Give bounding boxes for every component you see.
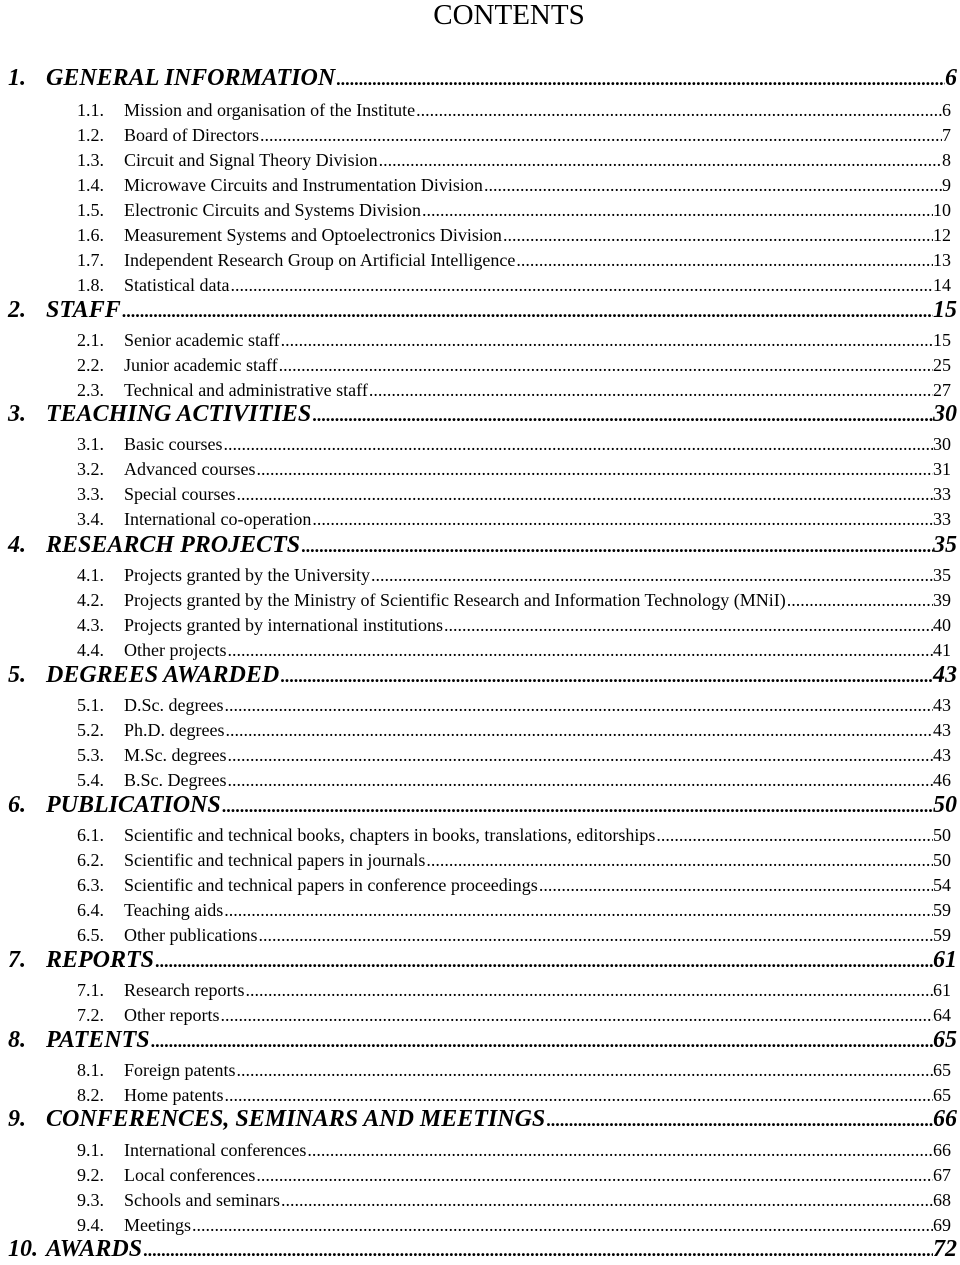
toc-entry-title: PUBLICATIONS [46,792,221,818]
toc-entry-page-number: 40 [933,615,951,635]
toc-entry-title: Meetings [124,1215,191,1235]
toc-entry-number: 6.5. [77,925,104,945]
toc-entry-number: 9.4. [77,1215,104,1235]
toc-entry-number: 9. [8,1106,26,1132]
toc-entry-page-number: 61 [933,980,951,1000]
toc-entry-title: DEGREES AWARDED [46,662,280,688]
toc-entry-page-number: 68 [933,1190,951,1210]
toc-subsection-entry[interactable] [0,638,960,662]
toc-subsection-entry[interactable] [0,328,960,352]
toc-entry-page-number: 9 [942,175,951,195]
dot-leader [245,978,933,1002]
toc-subsection-entry[interactable] [0,273,960,297]
toc-entry-title: Scientific and technical books, chapters in books, translations, editorships [124,825,656,845]
toc-entry-page-number: 72 [933,1236,957,1262]
toc-entry-title: D.Sc. degrees [124,695,224,715]
toc-entry-title: Teaching aids [124,900,224,920]
toc-entry-number: 2.1. [77,330,104,350]
dot-leader [279,353,933,377]
toc-subsection-entry[interactable] [0,223,960,247]
dot-leader [192,1213,933,1237]
toc-subsection-entry[interactable] [0,507,960,531]
toc-entry-number: 6.1. [77,825,104,845]
toc-subsection-entry[interactable] [0,378,960,402]
dot-leader [227,768,933,792]
toc-entry-page-number: 8 [942,150,951,170]
toc-section-entry[interactable] [0,946,960,974]
toc-entry-title: Scientific and technical papers in journals [124,850,426,870]
toc-entry-number: 7. [8,947,26,973]
dot-leader [281,1188,933,1212]
toc-entry-number: 5.2. [77,720,104,740]
toc-entry-number: 3.2. [77,459,104,479]
toc-entry-title: Advanced courses [124,459,256,479]
toc-entry-page-number: 13 [933,250,951,270]
toc-entry-page-number: 43 [933,695,951,715]
dot-leader [222,792,933,820]
toc-entry-number: 9.2. [77,1165,104,1185]
toc-entry-number: 8. [8,1027,26,1053]
toc-subsection-entry[interactable] [0,1138,960,1162]
toc-entry-page-number: 14 [933,275,951,295]
toc-entry-page-number: 6 [945,65,957,91]
toc-entry-page-number: 59 [933,900,951,920]
toc-entry-page-number: 41 [933,640,951,660]
toc-entry-number: 6.3. [77,875,104,895]
dot-leader [301,532,933,560]
dot-leader [539,873,933,897]
toc-entry-title: Junior academic staff [124,355,278,375]
toc-entry-number: 5.1. [77,695,104,715]
toc-entry-title: PATENTS [46,1027,150,1053]
toc-entry-title: Other projects [124,640,227,660]
toc-entry-number: 4.4. [77,640,104,660]
dot-leader [416,98,942,122]
toc-entry-title: B.Sc. Degrees [124,770,227,790]
toc-entry-number: 6.4. [77,900,104,920]
toc-entry-number: 7.2. [77,1005,104,1025]
toc-entry-page-number: 25 [933,355,951,375]
toc-subsection-entry[interactable] [0,1083,960,1107]
toc-entry-page-number: 66 [933,1140,951,1160]
toc-entry-title: Projects granted by the Ministry of Scientific Research and Information Technology (MNiI) [124,590,786,610]
toc-subsection-entry[interactable] [0,743,960,767]
dot-leader [280,662,933,690]
dot-leader [656,823,933,847]
dot-leader [307,1138,933,1162]
toc-entry-title: CONFERENCES, SEMINARS AND MEETINGS [46,1106,546,1132]
toc-section-entry[interactable] [0,1026,960,1054]
toc-subsection-entry[interactable] [0,563,960,587]
toc-entry-number: 2. [8,297,26,323]
toc-subsection-entry[interactable] [0,173,960,197]
toc-entry-title: Special courses [124,484,236,504]
toc-entry-page-number: 33 [933,484,951,504]
toc-entry-title: AWARDS [46,1236,143,1262]
toc-entry-title: Independent Research Group on Artificial Intelligence [124,250,516,270]
toc-entry-page-number: 50 [933,792,957,818]
toc-subsection-entry[interactable] [0,823,960,847]
toc-entry-title: Board of Directors [124,125,259,145]
page-title: CONTENTS [433,0,585,31]
toc-entry-page-number: 7 [942,125,951,145]
toc-subsection-entry[interactable] [0,123,960,147]
toc-entry-page-number: 66 [933,1106,957,1132]
toc-entry-page-number: 6 [942,100,951,120]
toc-entry-title: Mission and organisation of the Institute [124,100,416,120]
toc-entry-title: Projects granted by the University [124,565,370,585]
toc-entry-number: 5.4. [77,770,104,790]
toc-entry-number: 3. [8,401,26,427]
dot-leader [225,718,933,742]
toc-entry-number: 10. [8,1236,38,1262]
toc-entry-title: GENERAL INFORMATION [46,65,336,91]
dot-leader [516,248,933,272]
toc-entry-title: Other publications [124,925,258,945]
toc-entry-title: Basic courses [124,434,223,454]
toc-entry-number: 1.5. [77,200,104,220]
toc-entry-number: 4.3. [77,615,104,635]
toc-entry-page-number: 59 [933,925,951,945]
dot-leader [484,173,942,197]
dot-leader [281,328,933,352]
toc-subsection-entry[interactable] [0,873,960,897]
toc-entry-page-number: 30 [933,401,957,427]
toc-entry-title: RESEARCH PROJECTS [46,532,301,558]
toc-entry-page-number: 50 [933,825,951,845]
toc-entry-page-number: 43 [933,662,957,688]
toc-entry-number: 1.8. [77,275,104,295]
dot-leader [312,401,933,429]
toc-entry-number: 7.1. [77,980,104,1000]
toc-entry-number: 2.3. [77,380,104,400]
toc-entry-page-number: 61 [933,947,957,973]
toc-subsection-entry[interactable] [0,898,960,922]
toc-entry-page-number: 33 [933,509,951,529]
toc-entry-page-number: 15 [933,330,951,350]
toc-entry-page-number: 31 [933,459,951,479]
toc-entry-page-number: 10 [933,200,951,220]
toc-entry-page-number: 65 [933,1027,957,1053]
toc-entry-title: Projects granted by international institutions [124,615,443,635]
toc-entry-number: 3.3. [77,484,104,504]
dot-leader [260,123,942,147]
dot-leader [546,1106,933,1134]
toc-subsection-entry[interactable] [0,1003,960,1027]
toc-entry-title: Local conferences [124,1165,256,1185]
toc-entry-number: 9.3. [77,1190,104,1210]
toc-entry-page-number: 65 [933,1085,951,1105]
toc-entry-title: STAFF [46,297,121,323]
toc-entry-title: REPORTS [46,947,155,973]
toc-entry-title: Microwave Circuits and Instrumentation Division [124,175,483,195]
toc-entry-title: Electronic Circuits and Systems Division [124,200,421,220]
toc-entry-title: International co-operation [124,509,312,529]
toc-subsection-entry[interactable] [0,148,960,172]
dot-leader [224,898,933,922]
toc-entry-title: Research reports [124,980,245,1000]
toc-entry-number: 2.2. [77,355,104,375]
toc-entry-number: 1.2. [77,125,104,145]
toc-subsection-entry[interactable] [0,718,960,742]
toc-entry-page-number: 35 [933,532,957,558]
dot-leader [236,482,933,506]
toc-entry-page-number: 50 [933,850,951,870]
dot-leader [256,1163,933,1187]
toc-entry-title: Ph.D. degrees [124,720,225,740]
dot-leader [227,743,933,767]
toc-entry-title: Circuit and Signal Theory Division [124,150,378,170]
toc-entry-number: 8.1. [77,1060,104,1080]
toc-entry-number: 5. [8,662,26,688]
toc-entry-number: 1.4. [77,175,104,195]
toc-entry-page-number: 43 [933,745,951,765]
toc-entry-page-number: 30 [933,434,951,454]
toc-subsection-entry[interactable] [0,588,960,612]
dot-leader [312,507,933,531]
toc-entry-title: Home patents [124,1085,224,1105]
toc-entry-title: Measurement Systems and Optoelectronics Division [124,225,502,245]
toc-section-entry[interactable] [0,400,960,428]
dot-leader [224,1083,933,1107]
dot-leader [143,1236,933,1264]
toc-subsection-entry[interactable] [0,482,960,506]
toc-subsection-entry[interactable] [0,768,960,792]
toc-entry-number: 1.1. [77,100,104,120]
toc-subsection-entry[interactable] [0,1213,960,1237]
dot-leader [422,198,933,222]
toc-subsection-entry[interactable] [0,693,960,717]
toc-section-entry[interactable] [0,296,960,324]
toc-entry-page-number: 12 [933,225,951,245]
toc-entry-page-number: 43 [933,720,951,740]
toc-entry-page-number: 27 [933,380,951,400]
toc-entry-title: Scientific and technical papers in conference proceedings [124,875,538,895]
toc-entry-number: 4.2. [77,590,104,610]
dot-leader [236,1058,933,1082]
toc-entry-number: 1.3. [77,150,104,170]
toc-entry-number: 8.2. [77,1085,104,1105]
toc-subsection-entry[interactable] [0,978,960,1002]
dot-leader [787,588,933,612]
toc-entry-title: Schools and seminars [124,1190,280,1210]
toc-subsection-entry[interactable] [0,1058,960,1082]
toc-subsection-entry[interactable] [0,848,960,872]
toc-entry-page-number: 35 [933,565,951,585]
toc-entry-number: 3.1. [77,434,104,454]
toc-entry-title: Other reports [124,1005,220,1025]
toc-entry-title: Technical and administrative staff [124,380,368,400]
toc-entry-page-number: 64 [933,1005,951,1025]
toc-entry-number: 6.2. [77,850,104,870]
toc-entry-number: 5.3. [77,745,104,765]
dot-leader [223,432,933,456]
toc-section-entry[interactable] [0,1105,960,1133]
dot-leader [122,297,933,325]
toc-entry-title: TEACHING ACTIVITIES [46,401,312,427]
toc-entry-number: 9.1. [77,1140,104,1160]
toc-entry-number: 1.6. [77,225,104,245]
toc-subsection-entry[interactable] [0,613,960,637]
toc-entry-page-number: 54 [933,875,951,895]
toc-entry-title: M.Sc. degrees [124,745,227,765]
dot-leader [444,613,933,637]
toc-entry-number: 1. [8,65,26,91]
toc-subsection-entry[interactable] [0,1188,960,1212]
dot-leader [224,693,933,717]
dot-leader [151,1027,933,1055]
toc-entry-title: Statistical data [124,275,230,295]
toc-entry-number: 4.1. [77,565,104,585]
toc-entry-number: 6. [8,792,26,818]
dot-leader [256,457,933,481]
toc-section-entry[interactable] [0,791,960,819]
toc-entry-title: Senior academic staff [124,330,280,350]
toc-subsection-entry[interactable] [0,923,960,947]
toc-subsection-entry[interactable] [0,457,960,481]
toc-entry-page-number: 15 [933,297,957,323]
toc-entry-page-number: 67 [933,1165,951,1185]
toc-entry-title: International conferences [124,1140,307,1160]
dot-leader [155,947,933,975]
toc-entry-page-number: 65 [933,1060,951,1080]
toc-subsection-entry[interactable] [0,98,960,122]
toc-entry-number: 1.7. [77,250,104,270]
dot-leader [336,65,945,93]
toc-subsection-entry[interactable] [0,432,960,456]
toc-subsection-entry[interactable] [0,1163,960,1187]
dot-leader [379,148,942,172]
dot-leader [227,638,933,662]
dot-leader [371,563,933,587]
toc-section-entry[interactable] [0,531,960,559]
dot-leader [503,223,933,247]
dot-leader [369,378,933,402]
dot-leader [230,273,933,297]
toc-subsection-entry[interactable] [0,353,960,377]
toc-subsection-entry[interactable] [0,248,960,272]
toc-subsection-entry[interactable] [0,198,960,222]
toc-entry-page-number: 46 [933,770,951,790]
dot-leader [258,923,933,947]
toc-entry-number: 3.4. [77,509,104,529]
dot-leader [220,1003,933,1027]
toc-section-entry[interactable] [0,1235,960,1263]
toc-entry-number: 4. [8,532,26,558]
toc-section-entry[interactable] [0,64,960,92]
dot-leader [426,848,933,872]
toc-section-entry[interactable] [0,661,960,689]
toc-entry-page-number: 39 [933,590,951,610]
toc-entry-title: Foreign patents [124,1060,236,1080]
toc-entry-page-number: 69 [933,1215,951,1235]
